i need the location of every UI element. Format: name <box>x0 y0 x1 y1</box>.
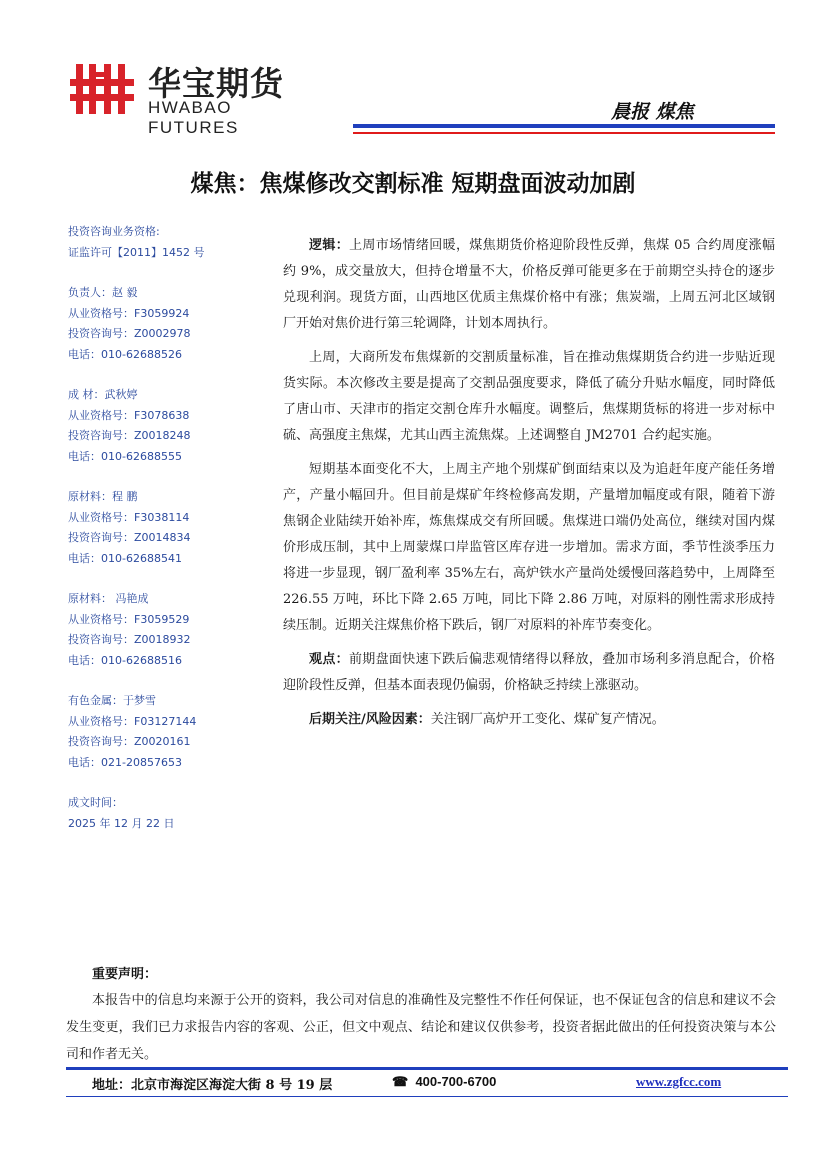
license-value: 证监许可【2011】1452 号 <box>68 245 205 259</box>
view-paragraph <box>283 647 775 699</box>
analyst-cert: 从业资格号：F3059529 <box>68 612 190 626</box>
report-body <box>283 233 775 741</box>
analyst-role: 原材料：程 鹏 <box>68 490 138 503</box>
logo-chinese-name: 华宝期货 <box>148 64 284 103</box>
analyst-cert: 投资咨询号：Z0018248 <box>68 429 191 442</box>
view-text: 前期盘面快速下跌后偏悲观情绪得以释放，叠加市场利多消息配合，价格迎阶段性反弹，但基本面表现仍偏弱，价格缺乏持续上涨驱动。 <box>283 652 775 693</box>
analyst-cert: 投资咨询号：Z0020161 <box>68 735 191 748</box>
license-label: 投资咨询业务资格: <box>68 225 160 238</box>
analyst-phone: 电话：010-62688516 <box>68 653 182 667</box>
analyst-cert: 从业资格号：F3059924 <box>68 306 190 320</box>
risk-paragraph <box>283 707 775 733</box>
logo-english-name: HWABAO FUTURES <box>148 98 239 137</box>
logic-paragraph <box>283 233 775 337</box>
date-value: 2025 年 12 月 22 日 <box>68 816 175 830</box>
page-title: 煤焦：焦煤修改交割标准 短期盘面波动加剧 <box>190 171 636 197</box>
footer-phone-number: 400-700-6700 <box>415 1074 497 1089</box>
disclaimer-body: 本报告中的信息均来源于公开的资料，我公司对信息的准确性及完整性不作任何保证，也不保证包含的信息和建议不会发生变更，我们已力求报告内容的客观、公正，但文中观点、结论和建议仅供参考，投资者据此做出的任何投资决策与本公司和作者无关。 <box>66 993 776 1062</box>
risk-text: 关注钢厂高炉开工变化、煤矿复产情况。 <box>430 712 665 727</box>
footer-address: 地址：北京市海淀区海淀大街 8 号 19 层 <box>92 1078 333 1093</box>
company-logo <box>70 58 320 137</box>
footer-website-link[interactable]: www.zgfcc.com <box>636 1074 722 1089</box>
header-divider-red <box>353 132 775 134</box>
logic-label: 逻辑： <box>309 238 350 253</box>
analyst-role: 成 材：武秋婷 <box>68 388 138 401</box>
analyst-cert: 从业资格号：F03127144 <box>68 714 197 728</box>
analyst-cert: 从业资格号：F3078638 <box>68 408 190 422</box>
fundamentals-paragraph: 短期基本面变化不大，上周主产地个别煤矿倒面结束以及为追赶年度产能任务增产，产量小幅回升。但目前是煤矿年终检修高发期，产量增加幅度或有限，随着下游焦钢企业陆续开始补库，炼焦煤成交有所回暖。焦煤进口端仍处高位，继续对国内煤价形成压制，其中上周蒙煤口岸监管区库存进一步增加。需求方面，季节性淡季压力将进一步显现，钢厂盈利率 35%左右，高炉铁水产量尚处缓慢回落趋势中，上周降至 226.55 万吨，环比下降 2.65 万吨，同比下降 2.86 万吨，对原料的刚性需求形成持续压制。近期关注煤焦价格下跌后，钢厂对原料的补库节奏变化。 <box>283 462 775 633</box>
report-type: 晨报 煤焦 <box>611 101 694 123</box>
risk-label: 后期关注/风险因素： <box>309 712 431 727</box>
date-label: 成文时间： <box>68 796 123 809</box>
analyst-cert: 投资咨询号：Z0018932 <box>68 633 191 646</box>
view-label: 观点： <box>309 652 349 667</box>
analyst-phone: 电话：021-20857653 <box>68 755 182 769</box>
header-divider-blue <box>353 124 775 128</box>
analyst-role: 负责人：赵 毅 <box>68 286 138 299</box>
analyst-phone: 电话：010-62688541 <box>68 551 182 565</box>
analyst-role: 原材料： 冯艳成 <box>68 592 149 605</box>
logic-text: 上周市场情绪回暖，煤焦期货价格迎阶段性反弹，焦煤 05 合约周度涨幅约 9%，成交量放大，但持仓增量不大，价格反弹可能更多在于前期空头持仓的逐步兑现利润。现货方面，山西地区优质主焦煤价格中有涨；焦炭端，上周五河北区域钢厂开始对焦价进行第三轮调降，计划本周执行。 <box>283 238 775 331</box>
analyst-role: 有色金属：于梦雪 <box>68 694 156 707</box>
phone-icon: ☎ <box>392 1074 409 1089</box>
footer-phone <box>392 1074 496 1090</box>
footer-divider-top <box>66 1067 788 1070</box>
disclaimer-title: 重要声明： <box>92 967 158 982</box>
footer-divider-bottom <box>66 1096 788 1097</box>
hwabao-logo-icon <box>70 62 134 116</box>
analyst-cert: 投资咨询号：Z0002978 <box>68 327 191 340</box>
delivery-standard-paragraph: 上周，大商所发布焦煤新的交割质量标准，旨在推动焦煤期货合约进一步贴近现货实际。本次修改主要是提高了交割品强度要求，降低了硫分升贴水幅度，同时降低了唐山市、天津市的指定交割仓库升水幅度。调整后，焦煤期货标的将进一步对标中硫、高强度主焦煤，尤其山西主流焦煤。上述调整自 JM2701 合约起实施。 <box>283 350 775 443</box>
analyst-phone: 电话：010-62688555 <box>68 449 182 463</box>
analyst-cert: 投资咨询号：Z0014834 <box>68 531 191 544</box>
analyst-sidebar <box>68 222 268 834</box>
analyst-phone: 电话：010-62688526 <box>68 347 182 361</box>
analyst-cert: 从业资格号：F3038114 <box>68 510 190 524</box>
